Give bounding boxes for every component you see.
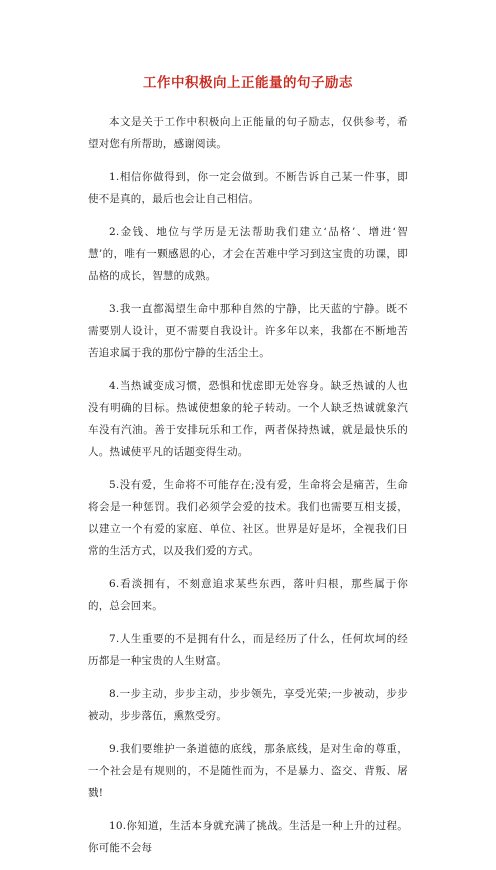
- document-title: 工作中积极向上正能量的句子励志: [143, 75, 353, 91]
- paragraph-5: 5.没有爱，生命将不可能存在;没有爱，生命将会是痛苦，生命将会是一种惩罚。我们必须学会爱的技术。我们也需要互相支援，以建立一个有爱的家庭、单位、社区。世界是好是坏，全视我们日常的生活方式，以及我们爱的方式。: [88, 479, 408, 557]
- paragraph-intro: 本文是关于工作中积极向上正能量的句子励志，仅供参考，希望对您有所帮助，感谢阅读。: [88, 116, 408, 150]
- paragraph-6: 6.看淡拥有，不刻意追求某些东西，落叶归根，那些属于你的，总会回来。: [88, 578, 408, 612]
- paragraph-10: 10.你知道，生活本身就充满了挑战。生活是一种上升的过程。你可能不会每: [88, 820, 408, 854]
- paragraph-2: 2.金钱、地位与学历是无法帮助我们建立‘品格’、增进‘智慧’的，唯有一颗感恩的心，才会在苦难中学习到这宝贵的功课，即品格的成长，智慧的成熟。: [88, 226, 408, 282]
- paragraph-1: 1.相信你做得到，你一定会做到。不断告诉自己某一件事，即使不是真的，最后也会让自己相信。: [88, 171, 408, 205]
- document-body: [88, 111, 408, 870]
- paragraph-9: 9.我们要维护一条道德的底线，那条底线，是对生命的尊重，一个社会是有规则的，不是随性而为，不是暴力、盗交、背叛、屠戮!: [88, 743, 408, 799]
- paragraph-8: 8.一步主动，步步主动，步步领先，享受光荣;一步被动，步步被动，步步落伍，熏熬受穷。: [88, 688, 408, 722]
- paragraph-4: 4.当热诚变成习惯，恐惧和忧虑即无处容身。缺乏热诚的人也没有明确的目标。热诚使想象的轮子转动。一个人缺乏热诚就象汽车没有汽油。善于安排玩乐和工作，两者保持热诚，就是最快乐的人。热诚使平凡的话题变得生动。: [88, 380, 408, 458]
- paragraph-3: 3.我一直都渴望生命中那种自然的宁静，比天蓝的宁静。既不需要别人设计，更不需要自我设计。许多年以来，我都在不断地苦苦追求属于我的那份宁静的生活尘土。: [88, 303, 408, 359]
- paragraph-7: 7.人生重要的不是拥有什么，而是经历了什么，任何坎坷的经历都是一种宝贵的人生财富。: [88, 633, 408, 667]
